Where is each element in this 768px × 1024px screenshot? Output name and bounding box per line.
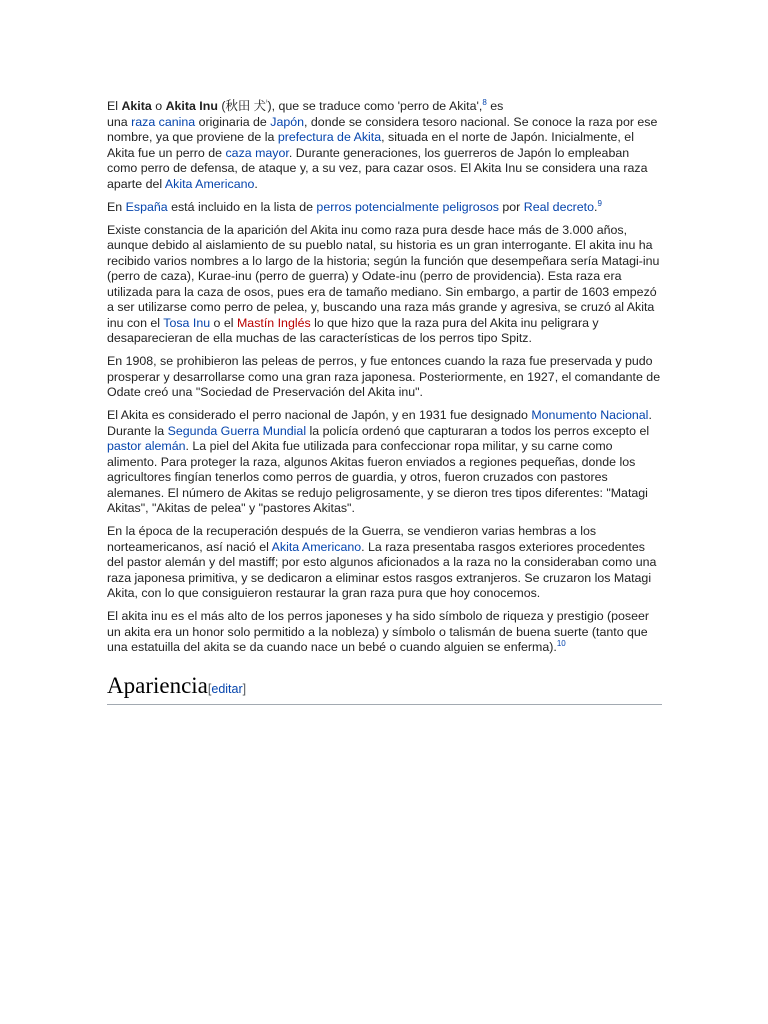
text-run: es <box>486 99 504 113</box>
reference-marker <box>557 639 566 648</box>
text-run: . <box>594 199 598 214</box>
article-paragraph <box>107 408 662 517</box>
text-run: En <box>107 199 126 214</box>
bold-term: Akita Inu <box>165 99 218 113</box>
wiki-link[interactable]: raza canina <box>131 114 196 129</box>
superscript-note: ⁱ <box>266 97 268 107</box>
reference-link[interactable]: 8 <box>482 97 487 107</box>
section-title: Apariencia <box>107 672 208 698</box>
article-paragraph <box>107 200 662 216</box>
text-run: (秋田 犬 <box>217 99 267 113</box>
article-body <box>107 99 662 705</box>
wiki-link[interactable]: perros potencialmente peligrosos <box>316 199 499 214</box>
text-run: o <box>151 99 166 113</box>
edit-section-link[interactable]: editar <box>211 681 243 696</box>
text-run: una <box>107 114 132 129</box>
wiki-link[interactable]: prefectura de Akita <box>277 130 382 144</box>
text-run: El akita inu es el más alto de los perros japoneses y ha sido símbolo de riqueza y prestigio (poseer un akita era un honor solo permitido a la nobleza) y símbolo o talismán de buena suerte (tanto que una estatuilla del akita se da cuando nace un bebé o cuando alguien se enferma). <box>107 609 650 654</box>
text-run: lo que hizo que la raza pura del Akita inu peligrara y desaparecieran de ella muchas de las características de los perros tipo Spitz. <box>107 315 599 345</box>
wiki-link[interactable]: caza mayor <box>225 145 289 160</box>
text-run: . <box>254 176 258 191</box>
text-run: la policía ordenó que capturaran a todos los perros excepto el <box>306 423 650 438</box>
text-run: por <box>498 199 524 214</box>
wiki-link[interactable]: España <box>125 199 168 214</box>
text-run: originaria de <box>195 114 271 129</box>
article-paragraph <box>107 609 662 656</box>
wiki-link[interactable]: Japón <box>270 114 305 129</box>
text-run: Existe constancia de la aparición del Akita inu como raza pura desde hace más de 3.000 años, aunque debido al aislamiento de su pueblo natal, su historia es un gran interrogante. El akita inu ha recibido varios nombres a lo largo de la historia; según la función que desempeñara sería Matagi-inu (perro de caza), Kurae-inu (perro de guerra) y Odate-inu (perro de providencia). Esta raza era utilizada para la caza de osos, pues era de tamaño mediano. Sin embargo, a partir de 1603 empezó a ser utilizarse como perro de pelea, y, buscando una raza más grande y agresiva, se cruzó al Akita inu con el <box>107 222 660 330</box>
text-run: En la época de la recuperación después de la Guerra, se vendieron varias hembras a los norteamericanos, así nació el <box>107 524 597 554</box>
text-run: . La raza presentaba rasgos exteriores procedentes del pastor alemán y del mastiff; por esto algunos aficionados a la raza no la consideraban como una raza japonesa primitiva, y se dedicaron a eliminar estos rasgos extranjeros. Se cruzaron los Matagi Akita, con lo que consiguieron restaurar la gran raza pura que hoy conocemos. <box>107 539 657 600</box>
edit-bracket-close: ] <box>242 681 247 696</box>
reference-link[interactable]: 10 <box>556 638 566 648</box>
wiki-link[interactable]: Monumento Nacional <box>531 408 649 422</box>
text-run: . Durante la <box>107 408 652 438</box>
wiki-link[interactable]: Akita Americano <box>271 539 362 554</box>
edit-section-link-group <box>208 682 246 696</box>
wiki-link[interactable]: pastor alemán <box>107 439 186 453</box>
article-paragraph <box>107 354 662 401</box>
text-run: , situada en el norte de Japón. Inicialmente, el Akita fue un perro de <box>107 130 634 160</box>
text-run: está incluido en la lista de <box>167 199 317 214</box>
text-run: El Akita es considerado el perro nacional de Japón, y en 1931 fue designado <box>107 408 532 422</box>
text-run: . La piel del Akita fue utilizada para confeccionar ropa militar, y su carne como alimento. Para proteger la raza, algunos Akitas fueron enviados a regiones pequeñas, donde los agricultores fingían tenerlos como perros de guardia, y otros, fueron cruzados con pastores alemanes. El número de Akitas se redujo peligrosamente, y se dieron tres tipos diferentes: "Matagi Akitas", "Akitas de pelea" y "pastores Akitas". <box>107 439 648 515</box>
article-paragraph <box>107 223 662 347</box>
article-paragraph <box>107 99 662 192</box>
article-paragraphs <box>107 99 662 656</box>
reference-link[interactable]: 9 <box>597 198 602 208</box>
text-run: . Durante generaciones, los guerreros de Japón lo empleaban como perro de defensa, de ataque y, a su vez, para cazar osos. El Akita Inu se considera una raza aparte del <box>107 145 648 191</box>
section-heading-apariencia <box>107 672 662 705</box>
text-run: El <box>107 99 122 113</box>
text-run: En 1908, se prohibieron las peleas de perros, y fue entonces cuando la raza fue preservada y pudo prosperar y desarrollarse como una gran raza japonesa. Posteriormente, en 1927, el comandante de Odate creó una "Sociedad de Preservación del Akita inu". <box>107 354 661 399</box>
wiki-link[interactable]: Real decreto <box>523 199 595 214</box>
text-run: o el <box>210 315 237 330</box>
reference-marker <box>597 198 601 207</box>
text-run: , donde se considera tesoro nacional. Se conoce la raza por ese nombre, ya que proviene de la <box>107 114 658 144</box>
wiki-link[interactable]: Tosa Inu <box>163 315 211 330</box>
bold-term: Akita <box>121 99 152 113</box>
text-run: ), que se traduce como 'perro de Akita', <box>267 99 483 113</box>
wiki-link[interactable]: Segunda Guerra Mundial <box>167 423 307 438</box>
article-paragraph <box>107 524 662 602</box>
edit-bracket-open: [ <box>207 681 212 696</box>
red-wiki-link[interactable]: Mastín Inglés <box>236 315 311 330</box>
wiki-link[interactable]: Akita Americano <box>164 176 255 191</box>
